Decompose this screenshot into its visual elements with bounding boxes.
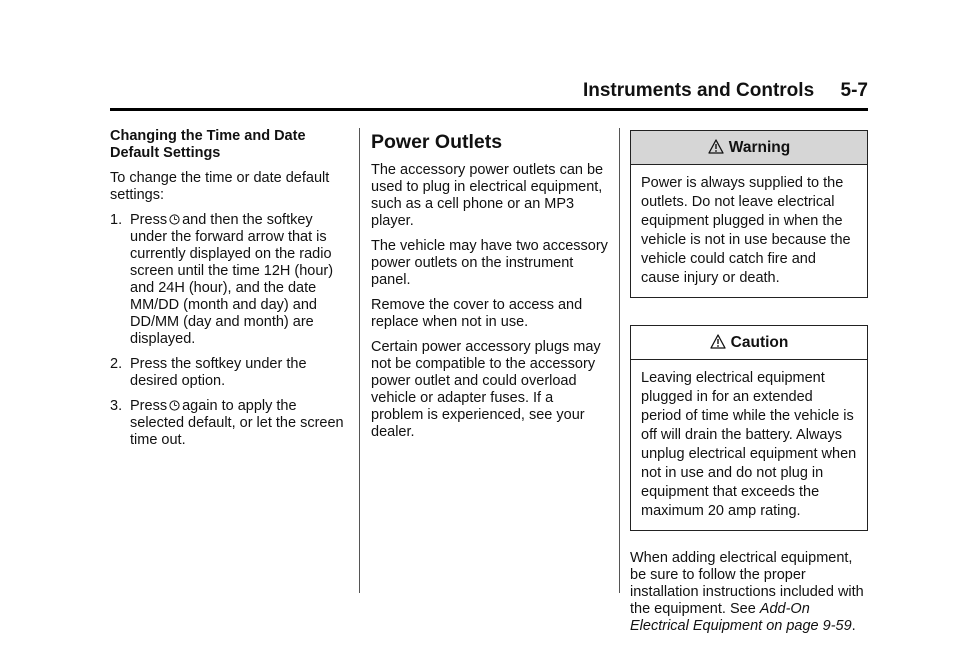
list-item — [110, 356, 346, 390]
warning-text: Power is always supplied to the outlets. Do not leave electrical equipment plugged in when the vehicle is not in use because the vehicle could catch fire and cause injury or death. — [641, 175, 851, 286]
closing-text: When adding electrical equipment, be sure to follow the proper installation instructions included with the equipment. See — [630, 550, 864, 617]
step-text-before: Press — [130, 398, 168, 414]
column-divider — [359, 128, 360, 593]
paragraph: Remove the cover to access and replace when not in use. — [371, 297, 583, 330]
warning-triangle-icon — [710, 334, 726, 349]
page-header — [110, 78, 868, 111]
page-title: Instruments and Controls 5-7 — [582, 80, 868, 101]
caution-text: Leaving electrical equipment plugged in for an extended period of time while the vehicle is off will drain the battery. Always unplug electrical equipment when not in use and do not plug in equipment that exceeds the maximum 20 amp rating. — [641, 370, 857, 519]
clock-icon — [169, 214, 180, 225]
closing-paragraph — [630, 550, 868, 635]
step-text-after: and then the softkey under the forward arrow that is currently displayed on the radio screen until the time 12H (hour) and 24H (hour), and the date MM/DD (month and day) and DD/MM (day and month) are displayed. — [130, 212, 334, 347]
step-text — [130, 212, 346, 348]
caution-title — [631, 326, 867, 360]
step-number: 1. — [110, 212, 123, 228]
closing-period: . — [851, 618, 856, 634]
column-middle — [371, 131, 609, 449]
paragraph: The accessory power outlets can be used to plug in electrical equipment, such as a cell phone or an MP3 player. — [371, 162, 604, 229]
list-item — [110, 398, 346, 449]
cross-reference-link[interactable]: Add-On Electrical Equipment on page 9-59 — [630, 601, 852, 634]
section-heading: Power Outlets — [371, 131, 503, 153]
intro-paragraph: To change the time or date default settings: — [110, 170, 330, 203]
caution-box — [630, 325, 868, 531]
warning-title-text: Warning — [728, 139, 791, 156]
caution-title-text: Caution — [730, 334, 789, 351]
step-text-after: again to apply the selected default, or let the screen time out. — [130, 398, 344, 448]
step-text — [130, 398, 346, 449]
step-text-before: Press — [130, 212, 168, 228]
step-number: 3. — [110, 398, 123, 414]
list-item — [110, 212, 346, 348]
section-subheading: Changing the Time and Date Default Settings — [110, 128, 306, 161]
step-text: Press the softkey under the desired option. — [130, 356, 307, 389]
clock-icon — [169, 400, 180, 411]
warning-triangle-icon — [708, 139, 724, 154]
column-left — [110, 128, 346, 457]
step-number: 2. — [110, 356, 123, 372]
warning-box — [630, 130, 868, 298]
paragraph: The vehicle may have two accessory power outlets on the instrument panel. — [371, 238, 608, 288]
column-right — [630, 130, 868, 643]
warning-title — [631, 131, 867, 165]
spacer — [630, 317, 868, 325]
paragraph: Certain power accessory plugs may not be compatible to the accessory power outlet and could overload vehicle or adapter fuses. If a problem is experienced, see your dealer. — [371, 339, 601, 440]
column-divider — [619, 128, 620, 593]
